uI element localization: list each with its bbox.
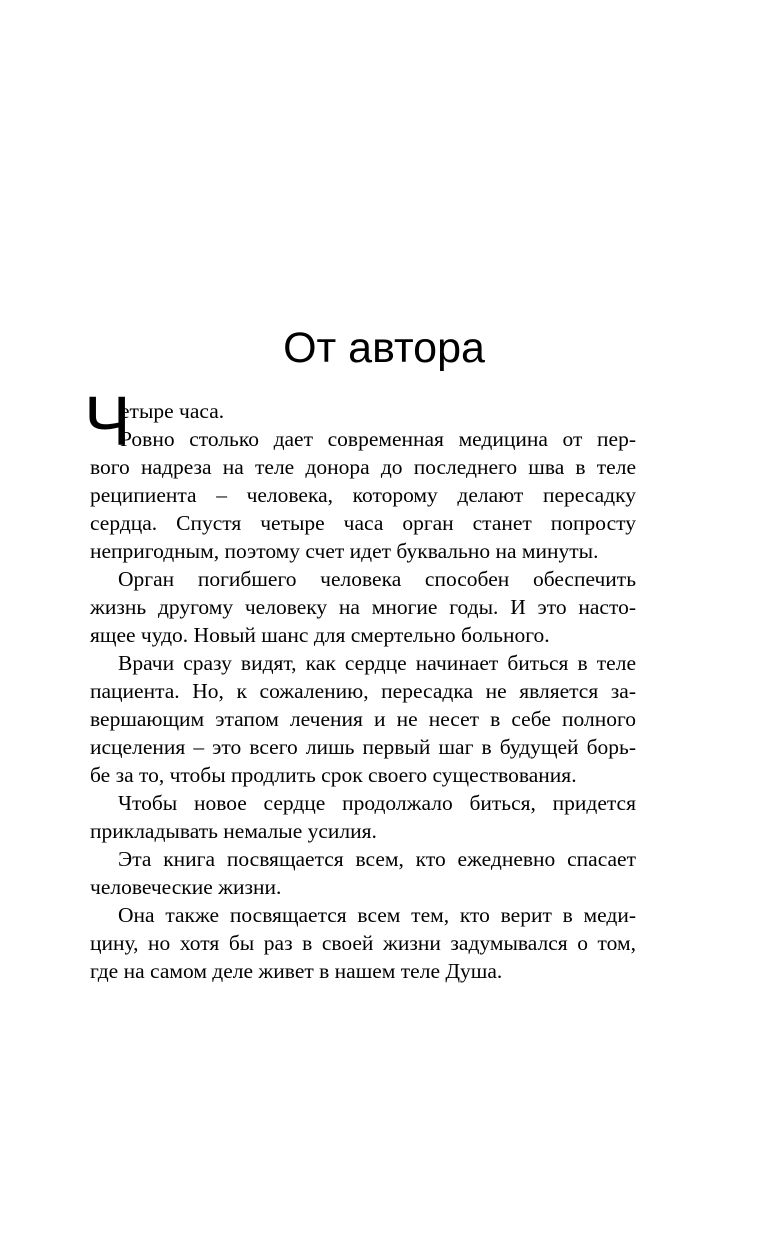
text-line: реципиента – человека, которому делают пересадку — [90, 483, 636, 507]
text-line: бе за то, чтобы продлить срок своего существования. — [90, 763, 577, 787]
text-line: вершающим этапом лечения и не несет в себе полного — [90, 707, 636, 731]
text-line: Она также посвящается всем тем, кто верит в меди- — [118, 903, 636, 927]
text-line: Орган погибшего человека способен обеспечить — [118, 567, 636, 591]
text-line: етыре часа. — [120, 399, 225, 423]
text-line: прикладывать немалые усилия. — [90, 819, 377, 843]
drop-cap: Ч — [84, 382, 131, 460]
text-line: человеческие жизни. — [90, 875, 282, 899]
page-title: От автора — [283, 324, 485, 372]
text-line: Чтобы новое сердце продолжало биться, придется — [118, 791, 636, 815]
text-line: Ровно столько дает современная медицина от пер- — [120, 427, 636, 451]
text-line: пациента. Но, к сожалению, пересадка не является за- — [90, 679, 636, 703]
text-line: цину, но хотя бы раз в своей жизни задумывался о том, — [90, 931, 636, 955]
text-line: где на самом деле живет в нашем теле Душа. — [90, 959, 503, 983]
text-line: сердца. Спустя четыре часа орган станет попросту — [90, 511, 636, 535]
text-line: исцеления – это всего лишь первый шаг в будущей борь- — [90, 735, 636, 759]
text-line: жизнь другому человеку на многие годы. И это насто- — [90, 595, 636, 619]
text-line: Эта книга посвящается всем, кто ежедневно спасает — [118, 847, 636, 871]
text-line: Врачи сразу видят, как сердце начинает биться в теле — [118, 651, 636, 675]
text-line: вого надреза на теле донора до последнего шва в теле — [90, 455, 636, 479]
text-line: ящее чудо. Новый шанс для смертельно больного. — [90, 623, 550, 647]
text-line: непригодным, поэтому счет идет буквально на минуты. — [90, 539, 599, 563]
